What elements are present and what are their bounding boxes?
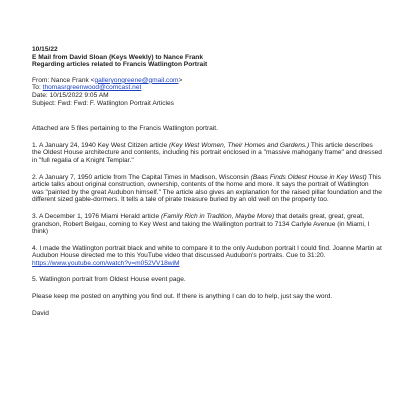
date-line: Date: 10/15/2022 9:05 AM [32, 91, 109, 99]
document-title: E Mail from David Sloan (Keys Weekly) to Nance Frank [32, 53, 203, 61]
subject-line: Subject: Fwd: Fwd: F. Watlington Portrait Articles [32, 99, 174, 107]
email-headers [32, 77, 382, 107]
closing-paragraph: Please keep me posted on anything you find out. If there is anything I can do to help, just say the word. [32, 293, 333, 301]
from-email-link[interactable]: galleryongreene@gmail.com [94, 76, 179, 84]
item-4: 4. I made the Watlington portrait black and white to compare it to the only Audubon portrait I could find. Joanne Martin at Audubon House directed me to this YouTube video that discussed Audubon's portraits. Cue to 31:20. https://www.youtube.com/watch?v=m052VV18wiM [32, 244, 382, 267]
from-line: From: Nance Frank <galleryongreene@gmail.com> [32, 76, 183, 84]
document-subtitle: Regarding articles related to Francis Watlington Portrait [32, 61, 208, 69]
to-line: To: thomasrgreenwood@comcast.net [32, 84, 142, 92]
youtube-link[interactable]: https://www.youtube.com/watch?v=m052VV18wiM [32, 259, 180, 267]
item-1: 1. A January 24, 1940 Key West Citizen article (Key West Women, Their Homes and Gardens.) This article describes the Oldest House architecture and contents, including his portrait enclosed in a "massive mahogany frame" and dressed in "full regalia of a Knight Templar." [32, 141, 382, 164]
to-email-link[interactable]: thomasrgreenwood@comcast.net [42, 84, 142, 92]
item-2: 2. A January 7, 1950 article from The Capital Times in Madison, Wisconsin (Baas Finds Oldest House in Key West) This article talks about original construction, ownership, contents of the home and more. It says the portrait of Watlington was "painted by the great Audubon himself." The article also gives an explanation for the raised pillar foundation and the different sized gable-dormers. It tells a tale of pirate treasure buried by an old well on the property too. [32, 173, 382, 204]
signature: David [32, 309, 49, 317]
item-3: 3. A December 1, 1976 Miami Herald article (Family Rich in Tradition, Maybe More) that details great, great, great, grandson, Robert Belgau, coming to Key West and taking the Wallington portrait to 7134 Carlyle Avenue (in Miami, I think) [32, 212, 370, 236]
item-5: 5. Watlington portrait from Oldest House event page. [32, 276, 186, 284]
document-date: 10/15/22 [32, 46, 58, 53]
intro-paragraph: Attached are 5 files pertaining to the Francis Watlington portrait. [32, 125, 218, 133]
email-document [32, 46, 382, 317]
